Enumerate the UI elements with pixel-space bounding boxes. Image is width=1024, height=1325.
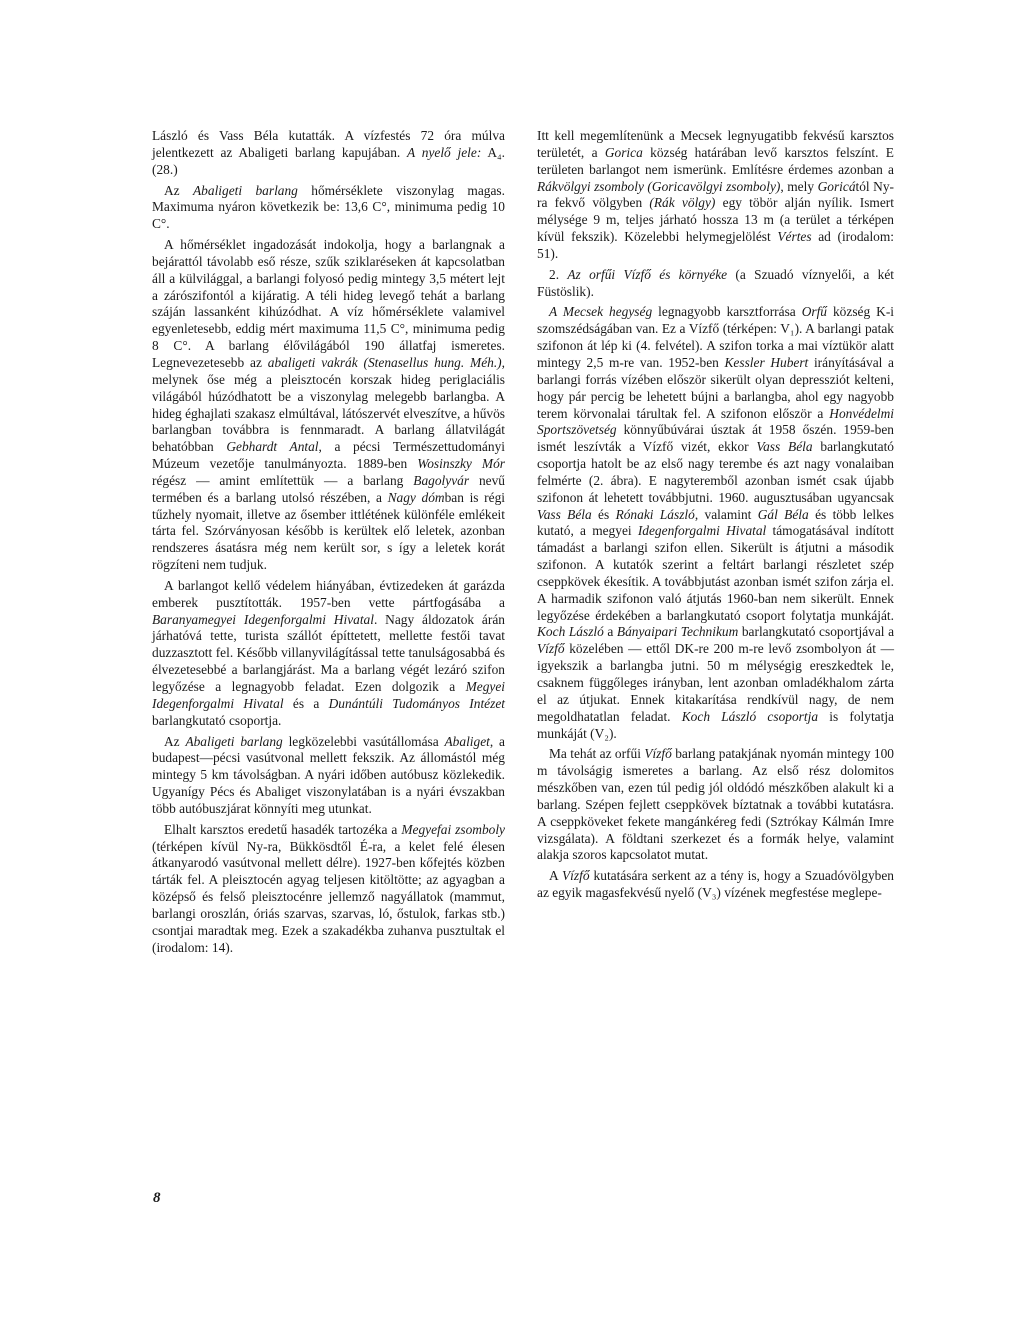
paragraph	[537, 128, 894, 263]
italic-run: A nyelő jele:	[407, 144, 482, 160]
italic-run: Vass Béla	[537, 506, 592, 522]
paragraph	[152, 734, 505, 818]
text-run: , mely	[780, 178, 818, 194]
paragraph	[152, 578, 505, 730]
text-run: a	[603, 624, 617, 640]
text-run: (térképen kívül Ny-ra, Bükkösdtől É-ra, a kelet felé élesen átkanyarodó vasútvonal mellett délre). 1927-ben kőfejtés közben tárták fel. A pleisztocén agyag teljesen kitöltötte; az agyagban a középső és felső pleisztocénre jellemző nagyállatok (mammut, barlangi oroszlán, óriás szarvas, szarvas, ló, őstulok, farkas stb.) csontjai maradtak meg. Ezek a szakadékba zuhanva pusztultak el (irodalom: 14).	[152, 838, 505, 955]
text-run: . Nagy áldozatok árán járhatóvá tette, turista szállót építtetett, mellette festői tavat duzzasztott fel. Később villanyvilágítással tette tanulságosabbá és élvezetesebbé a barlangjárást. Ma a barlang végét lezáró szifon legyőzése a legnagyobb feladat. Ezen dolgozik a	[152, 611, 505, 694]
text-run: legközelebbi vasútállomása	[282, 733, 445, 749]
italic-run: Megyei Idegenforgalmi Hivatal	[152, 679, 505, 711]
text-run: barlangkutató csoportja hatolt be az első nagy terembe és azt nagy vonalaiban felmérte (2. ábra). E nagyteremből azonban ismét csak újabb szifonon át lehetett továbbjutni. 1960. augusztusában ugyancsak	[537, 439, 894, 505]
italic-run: Nagy dóm	[387, 489, 445, 505]
text-run: A barlangot kellő védelem hiányában, évtizedeken át garázda emberek pusztították. 1957-ben vette pártfogásába a	[152, 577, 505, 610]
text-run: A hőmérséklet ingadozását indokolja, hogy a barlangnak a bejárattól távolabb eső része, szűk sziklaréseken át kapcsolatban áll a külvilággal, a barlangi folyosó pedig mintegy 3,5 métert lejt a zárószifontól a kijáratig. A téli hideg levegő tehát a barlang száján lassanként kihúzódhat. A víz hőmérséklete valamivel egyenletesebb, eddig mért maximuma 11,5 C°, minimuma pedig 8 C°. A barlang élővilágából 190 állatfaj ismeretes. Legnevezetesebb az	[152, 237, 505, 370]
text-run: nevű termében és a barlang utolsó részében, a	[152, 472, 505, 505]
italic-run: Az orfűi Vízfő és környéke	[567, 266, 728, 282]
italic-run: Idegenforgalmi Hivatal	[637, 523, 767, 539]
paragraph	[537, 267, 894, 301]
text-run: barlangkutató csoportjával a	[738, 624, 895, 640]
paragraph	[537, 868, 894, 902]
italic-run: (Rák völgy)	[649, 195, 716, 211]
text-run: község K-i szomszédságában van. Ez a Vízfő (térképen: V₁). A barlangi patak szifonon át lép ki (4. felvétel). A szifon torka a mai víztükör alatt mintegy 2,5 m-re van. 1952-ben	[537, 304, 894, 370]
text-run: Elhalt karsztos eredetű hasadék tartozéka a	[164, 821, 402, 837]
italic-run: Wosinszky Mór	[417, 456, 505, 472]
italic-run: Vízfő	[561, 868, 590, 884]
paragraph	[537, 304, 894, 742]
text-run: és a	[283, 695, 329, 711]
italic-run: Abaligeti barlang	[193, 182, 298, 198]
italic-run: Gorica	[604, 144, 643, 160]
text-run: László és Vass Béla kutatták. A vízfestés 72 óra múlva jelentkezett az Abaligeti barlang kapujában.	[152, 128, 505, 160]
paragraph	[152, 183, 505, 234]
italic-run: Baranyamegyei Idegenforgalmi Hivatal	[152, 611, 374, 627]
page-number: 8	[153, 1190, 161, 1206]
text-run: egy töbör alján nyílik. Ismert mélysége 9 m, teljes járható hossza 13 m (a terület a térképen kívül fekszik). Közelebbi helymegjelölést	[537, 195, 894, 245]
text-run: barlang patakjának nyomán mintegy 100 m távolságig ismeretes a barlang. Az első rész dolomitos mészkőben van, ezen túl pedig jól oldódó mészkőben alakult ki a barlang. Szépen fejlett cseppkövek bíztatnak a további kutatásra. A cseppköveket fekete mangánkéreg fedi (Sztrókay Kálmán Imre vizsgálata). A földtani szerkezet és a formák helye, valamint alakja szoros kapcsolatot mutat.	[537, 746, 894, 863]
italic-run: Goricá	[817, 178, 856, 194]
text-run: ban is régi tűzhely nyomait, illetve az ősember ittlétének különféle emlékeit tárta fel. Szórványosan később is kerültek elő leletek, azonban rendszeres ásatásra még nem került sor, s így a leletek korát rögzíteni nem tudjuk.	[152, 489, 505, 573]
text-run: 2.	[549, 266, 568, 282]
italic-run: Abaligeti barlang	[185, 733, 283, 749]
text-run: is folytatja munkáját (V₂).	[537, 708, 894, 741]
text-run: A₄. (28.)	[152, 144, 506, 177]
text-run: kutatására serkent az a tény is, hogy a Szuadóvölgyben az egyik magasfekvésű nyelő (V₃) vízének megfestése meglepe-	[537, 868, 895, 901]
paragraph	[152, 128, 505, 179]
italic-run: Vízfő	[644, 746, 672, 762]
italic-run: abaligeti vakrák (Stenasellus hung. Méh.)	[267, 354, 502, 370]
text-run: , valamint	[694, 506, 758, 522]
italic-run: Bányaipari Technikum	[616, 624, 739, 640]
text-run: hőmérséklete viszonylag magas. Maximuma nyáron következik be: 13,6 C°, minimuma pedig 10 C°.	[152, 182, 505, 232]
text-run: Ma tehát az orfűi	[549, 746, 645, 762]
italic-run: Bagolyvár	[413, 472, 470, 488]
italic-run: Kessler Hubert	[724, 354, 809, 370]
italic-run: Vízfő	[537, 641, 565, 657]
italic-run: Rákvölgyi zsomboly (Goricavölgyi zsomboly)	[537, 178, 781, 194]
text-run: támogatásával indított támadást a barlangi szifon ellen. Sikerült is átjutni a második szifonon. A kutatók szerint a feltárt barlangi részletet szép cseppkövek ékesítik. A továbbjutást azonban ismét szifon zárja el. A harmadik szifonon való átjutás 1960-ban nem sikerült. Ennek legyőzése érdekében a barlangkutató csoport folytatja munkáját.	[537, 523, 894, 623]
italic-run: Vértes	[777, 229, 812, 245]
italic-run: Dunántúli Tudományos Intézet	[328, 695, 505, 711]
text-run: (a Szuadó víznyelői, a két Füstöslik).	[537, 266, 895, 299]
text-run: , a budapest—pécsi vasútvonal mellett fekszik. Az állomástól még mintegy 5 km távolságban. A nyári időben autóbusz közlekedik. Ugyanígy Pécs és Abaliget viszonylatában is a nyári évszakban több autóbuszjárat könnyíti meg utunkat.	[152, 733, 505, 816]
text-run: Az	[164, 733, 186, 749]
text-run: tól Ny-ra fekvő völgyben	[537, 178, 895, 211]
italic-run: Gebhardt Antal	[226, 439, 319, 455]
italic-run: Koch László csoportja	[681, 708, 819, 724]
text-run: község határában levő karsztos felszínt. E területen barlangot nem ismerünk. Említésre érdemes azonban a	[537, 144, 894, 177]
text-run: ad (irodalom: 51).	[537, 229, 895, 261]
italic-run: Megyefai zsomboly	[401, 821, 505, 837]
text-run: Az	[164, 182, 193, 198]
italic-run: Rónaki László	[615, 506, 695, 522]
paragraph	[537, 746, 894, 864]
text-run: régész — amint említettük — a barlang	[152, 472, 414, 488]
text-run: legnagyobb karsztforrása	[652, 304, 802, 320]
text-run: közelében — ettől DK-re 200 m-re levő zsombolyon át — igyekszik a barlangba jutni. 50 m mélységig ereszkedtek le, csaknem függőleges irányban, lent azonban omladékhalom zárta el az útjukat. Ennek kitakarítása rendkívül nagy, de nem megoldhatatlan feladat.	[537, 641, 894, 724]
left-text-column	[152, 128, 505, 957]
text-run: könnyűbúvárai úsztak át 1958 őszén. 1959-ben ismét leszívták a Vízfő vizét, ekkor	[537, 422, 894, 455]
text-run: A	[549, 868, 562, 884]
italic-run: Abaliget	[444, 733, 490, 749]
text-run: irányításával a barlangi forrás vízében először sikerült olyan depressziót kelteni, hogy pár percig be lehetett bújni a barlangba, ahol egy nagyobb terem körvonalai tárultak fel. A szifonon először a	[537, 354, 894, 421]
italic-run: Honvédelmi Sportszövetség	[537, 405, 894, 438]
right-text-column	[537, 128, 894, 902]
italic-run: Koch László	[537, 624, 604, 640]
paragraph	[152, 822, 505, 957]
italic-run: Orfű	[801, 304, 828, 320]
text-run: , melynek őse még a pleisztocén korszak hideg periglaciális világából húzódhatott be a viszonylag melegebb barlangba. A hideg éghajlati szakasz elmúltával, látószervét elveszítve, a hűvös barlangban továbbra is fennmaradt. A barlang állatvilágát behatóbban	[152, 354, 505, 455]
italic-run: Gál Béla	[757, 506, 809, 522]
paragraph	[152, 237, 505, 574]
text-run: Itt kell megemlítenünk a Mecsek legnyugatibb fekvésű karsztos területét, a	[537, 128, 894, 160]
text-run: , a pécsi Természettudományi Múzeum vezetője tanulmányozta. 1889-ben	[152, 439, 505, 472]
text-run: és	[591, 506, 616, 522]
italic-run: A Mecsek hegység	[549, 304, 653, 320]
text-run: és több lelkes kutató, a megyei	[537, 506, 894, 539]
text-run: barlangkutató csoportja.	[152, 712, 282, 728]
italic-run: Vass Béla	[756, 439, 813, 455]
